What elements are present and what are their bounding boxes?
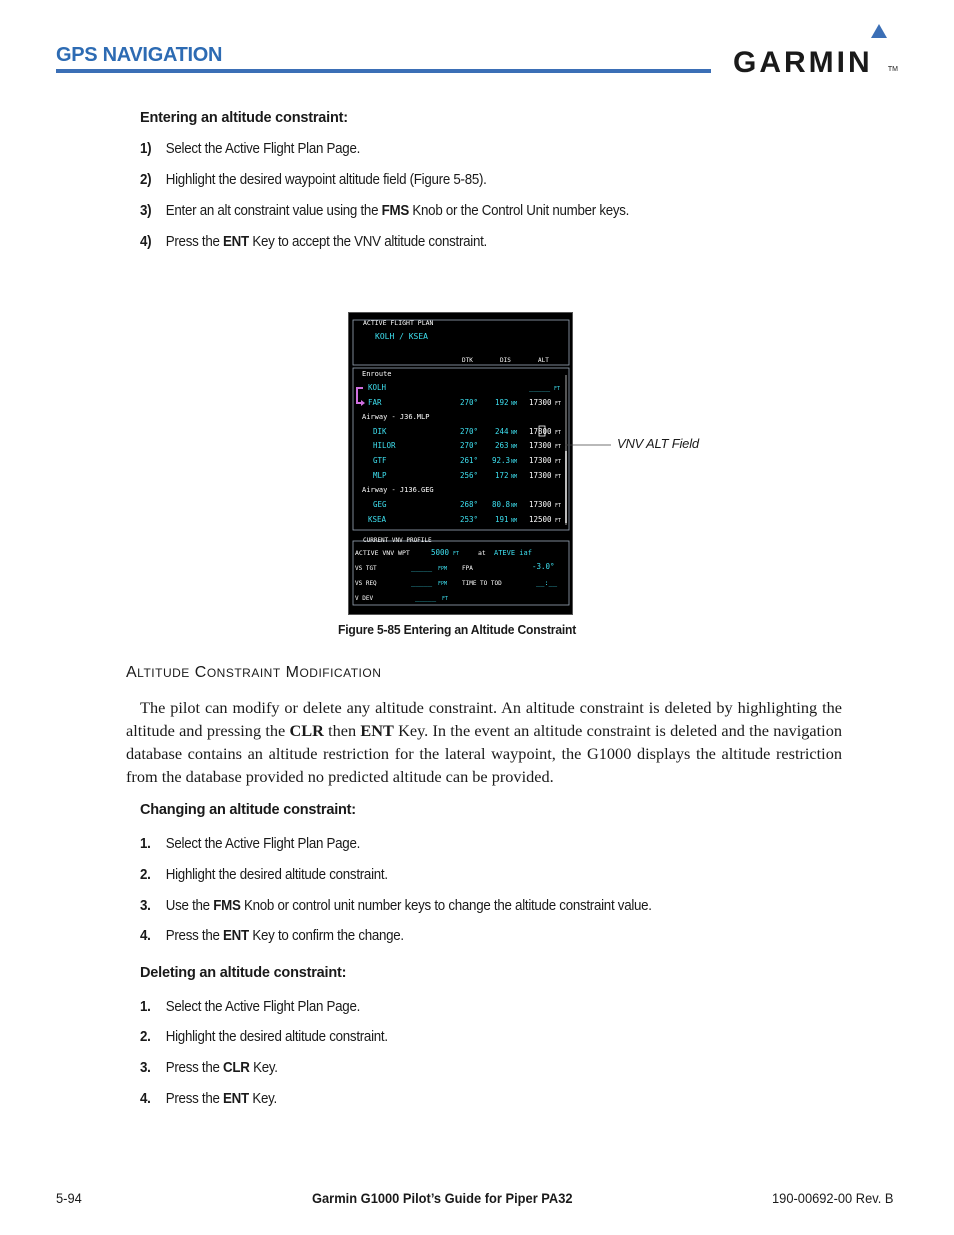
step-text: Select the Active Flight Plan Page. <box>165 836 361 852</box>
vs-tgt-val: _____ <box>411 564 433 572</box>
fp-alt[interactable]: 17800 <box>529 427 552 436</box>
fp-dtk: 268° <box>460 500 479 509</box>
active-leg-arrow-icon <box>357 388 363 403</box>
logo-triangle-icon <box>871 24 887 38</box>
fp-dis-unit: NM <box>511 503 518 509</box>
step-text-post: Key to accept the VNV altitude constraint. <box>248 234 487 250</box>
col-dis: DIS <box>500 357 511 364</box>
garmin-logo <box>733 24 898 79</box>
step-number: 1. <box>140 999 151 1015</box>
document-number: 190-00692-00 Rev. B <box>772 1190 894 1206</box>
step-number: 4. <box>140 928 151 944</box>
fp-alt: _____ <box>529 384 551 392</box>
fp-alt: 17300 <box>529 471 552 480</box>
deleting-step-3 <box>140 1060 278 1076</box>
active-leg-arrow-head-icon <box>361 400 365 406</box>
logo-wordmark: GARMIN <box>733 46 873 79</box>
deleting-step-1 <box>140 999 360 1015</box>
vnv-active-unit: FT <box>453 551 460 557</box>
step-number: 2. <box>140 867 151 883</box>
fp-alt: 17300 <box>529 398 552 407</box>
fp-wpt: GEG <box>373 500 387 509</box>
vdev-label: V DEV <box>355 595 374 602</box>
fp-dtk: 270° <box>460 398 479 407</box>
footer-title: Garmin G1000 Pilot’s Guide for Piper PA32 <box>312 1190 573 1206</box>
fp-dis: 263 <box>495 441 509 450</box>
fp-dis-unit: NM <box>511 518 518 524</box>
fp-airway: Airway - J36.MLP <box>362 413 430 421</box>
step-text-pre: Use the <box>165 898 214 914</box>
entering-step-1 <box>140 141 360 157</box>
fp-alt-unit: FT <box>555 444 562 450</box>
fp-dis-unit: NM <box>511 444 518 450</box>
fp-route: KOLH / KSEA <box>375 332 428 341</box>
logo-trademark: TM <box>887 66 898 73</box>
step-text: Highlight the desired waypoint altitude field (Figure 5-85). <box>165 172 487 188</box>
step-text-pre: Press the <box>165 1060 224 1076</box>
fp-alt-unit: FT <box>555 503 562 509</box>
step-text-post: Key to confirm the change. <box>248 928 404 944</box>
key-name: CLR <box>289 721 324 740</box>
col-dtk: DTK <box>462 357 473 364</box>
step-text: Highlight the desired altitude constraint. <box>165 867 388 883</box>
fp-title: ACTIVE FLIGHT PLAN <box>363 319 434 327</box>
key-name: ENT <box>223 1091 249 1107</box>
fp-wpt: FAR <box>368 398 382 407</box>
fp-dis: 191 <box>495 515 509 524</box>
fp-group-enroute: Enroute <box>362 370 392 378</box>
para-text: then <box>323 721 361 740</box>
vnv-alt-field-callout: VNV ALT Field <box>617 436 699 451</box>
step-text-pre: Enter an alt constraint value using the <box>165 203 382 219</box>
fp-alt-unit: FT <box>555 459 562 465</box>
step-number: 4) <box>140 234 152 250</box>
time-tod-val: __:__ <box>536 579 558 587</box>
step-text-post: Key. <box>249 1060 278 1076</box>
fp-dtk: 270° <box>460 441 479 450</box>
vs-tgt-label: VS TGT <box>355 565 377 572</box>
changing-step-4 <box>140 928 404 944</box>
fp-alt-unit: FT <box>555 430 562 436</box>
vs-req-label: VS REQ <box>355 580 377 587</box>
fp-wpt: DIK <box>373 427 387 436</box>
header-rule <box>56 69 711 73</box>
deleting-step-4 <box>140 1091 277 1107</box>
fp-alt-unit: FT <box>555 401 562 407</box>
fp-dis-unit: NM <box>511 474 518 480</box>
fp-wpt: HILOR <box>373 441 396 450</box>
section-title: GPS NAVIGATION <box>56 44 223 66</box>
step-number: 2. <box>140 1029 151 1045</box>
vnv-wpt: ATEVE iaf <box>494 549 532 557</box>
step-text-post: Knob or the Control Unit number keys. <box>408 203 630 219</box>
heading-initial: A <box>126 664 138 681</box>
fpa-val: -3.0° <box>532 562 555 571</box>
step-number: 1) <box>140 141 152 157</box>
vnv-title: CURRENT VNV PROFILE <box>363 537 432 544</box>
vnv-at: at <box>478 549 486 557</box>
vnv-active-alt: 5000 <box>431 548 450 557</box>
fp-alt-unit: FT <box>555 518 562 524</box>
fp-alt-unit: FT <box>555 474 562 480</box>
page-number: 5-94 <box>56 1190 82 1206</box>
section-heading <box>126 664 381 682</box>
fp-dis: 192 <box>495 398 509 407</box>
key-name: FMS <box>381 203 409 219</box>
fp-dtk: 256° <box>460 471 479 480</box>
step-text-pre: Press the <box>165 928 224 944</box>
fp-wpt: KOLH <box>368 383 387 392</box>
callout-leader-line <box>565 440 615 450</box>
fp-wpt: GTF <box>373 456 387 465</box>
step-number: 3) <box>140 203 152 219</box>
step-number: 4. <box>140 1091 151 1107</box>
col-alt: ALT <box>538 357 549 364</box>
fp-dis-unit: NM <box>511 430 518 436</box>
step-text-post: Knob or control unit number keys to change the altitude constraint value. <box>240 898 652 914</box>
vs-tgt-unit: FPM <box>438 566 448 572</box>
para-text: Key. In the event an altitude constraint is deleted and the navigation database contains an altitude restriction for the lateral waypoint, the G1000 displays the altitude restriction from the database provided no predicted altitude can be provided. <box>126 721 842 786</box>
step-text-post: Key. <box>248 1091 277 1107</box>
body-paragraph <box>126 696 842 788</box>
fp-dis: 244 <box>495 427 509 436</box>
step-text: Highlight the desired altitude constraint. <box>165 1029 388 1045</box>
fp-dtk: 261° <box>460 456 479 465</box>
fp-dis: 80.8 <box>492 500 511 509</box>
step-number: 3. <box>140 898 151 914</box>
fp-dis: 172 <box>495 471 509 480</box>
entering-step-4 <box>140 234 487 250</box>
vnv-active-label: ACTIVE VNV WPT <box>355 549 410 557</box>
heading-smallcaps: ODIFICATION <box>299 666 382 680</box>
step-text-pre: Press the <box>165 1091 224 1107</box>
step-text: Select the Active Flight Plan Page. <box>165 141 361 157</box>
fp-dis-unit: NM <box>511 459 518 465</box>
para-text: The pilot can modify or delete any altitude constraint. An altitude constraint is deleted by highlighting the altitude and pressing the <box>126 698 842 740</box>
fp-alt-unit: FT <box>554 386 561 392</box>
fp-dtk: 270° <box>460 427 479 436</box>
key-name: ENT <box>223 234 249 250</box>
fp-alt: 17300 <box>529 500 552 509</box>
step-number: 1. <box>140 836 151 852</box>
step-text: Select the Active Flight Plan Page. <box>165 999 361 1015</box>
fp-dtk: 253° <box>460 515 479 524</box>
entering-step-2 <box>140 172 487 188</box>
step-number: 2) <box>140 172 152 188</box>
key-name: ENT <box>223 928 249 944</box>
changing-step-1 <box>140 836 360 852</box>
heading-initial: C <box>194 664 207 681</box>
entering-heading: Entering an altitude constraint: <box>140 110 348 126</box>
fp-dis-unit: NM <box>511 401 518 407</box>
figure-caption: Figure 5-85 Entering an Altitude Constraint <box>338 622 577 637</box>
entering-step-3 <box>140 203 629 219</box>
step-text-pre: Press the <box>165 234 224 250</box>
fp-airway: Airway - J136.GEG <box>362 486 434 494</box>
vdev-val: _____ <box>415 594 437 602</box>
changing-heading: Changing an altitude constraint: <box>140 802 356 818</box>
deleting-heading: Deleting an altitude constraint: <box>140 965 347 981</box>
fp-wpt: MLP <box>373 471 387 480</box>
key-name: CLR <box>223 1060 250 1076</box>
step-number: 3. <box>140 1060 151 1076</box>
fpa-label: FPA <box>462 565 473 572</box>
fp-alt: 17300 <box>529 441 552 450</box>
key-name: ENT <box>360 721 394 740</box>
vs-req-val: _____ <box>411 579 433 587</box>
heading-smallcaps: LTITUDE <box>137 666 190 680</box>
heading-initial: M <box>285 664 300 681</box>
heading-smallcaps: ONSTRAINT <box>206 666 281 680</box>
deleting-step-2 <box>140 1029 388 1045</box>
time-tod-label: TIME TO TOD <box>462 580 502 587</box>
changing-step-3 <box>140 898 652 914</box>
fp-wpt: KSEA <box>368 515 387 524</box>
changing-step-2 <box>140 867 388 883</box>
fp-alt: 12500 <box>529 515 552 524</box>
vdev-unit: FT <box>442 596 449 602</box>
vs-req-unit: FPM <box>438 581 448 587</box>
flight-plan-screen <box>348 312 573 615</box>
fp-dis: 92.3 <box>492 456 511 465</box>
key-name: FMS <box>213 898 241 914</box>
fp-alt: 17300 <box>529 456 552 465</box>
